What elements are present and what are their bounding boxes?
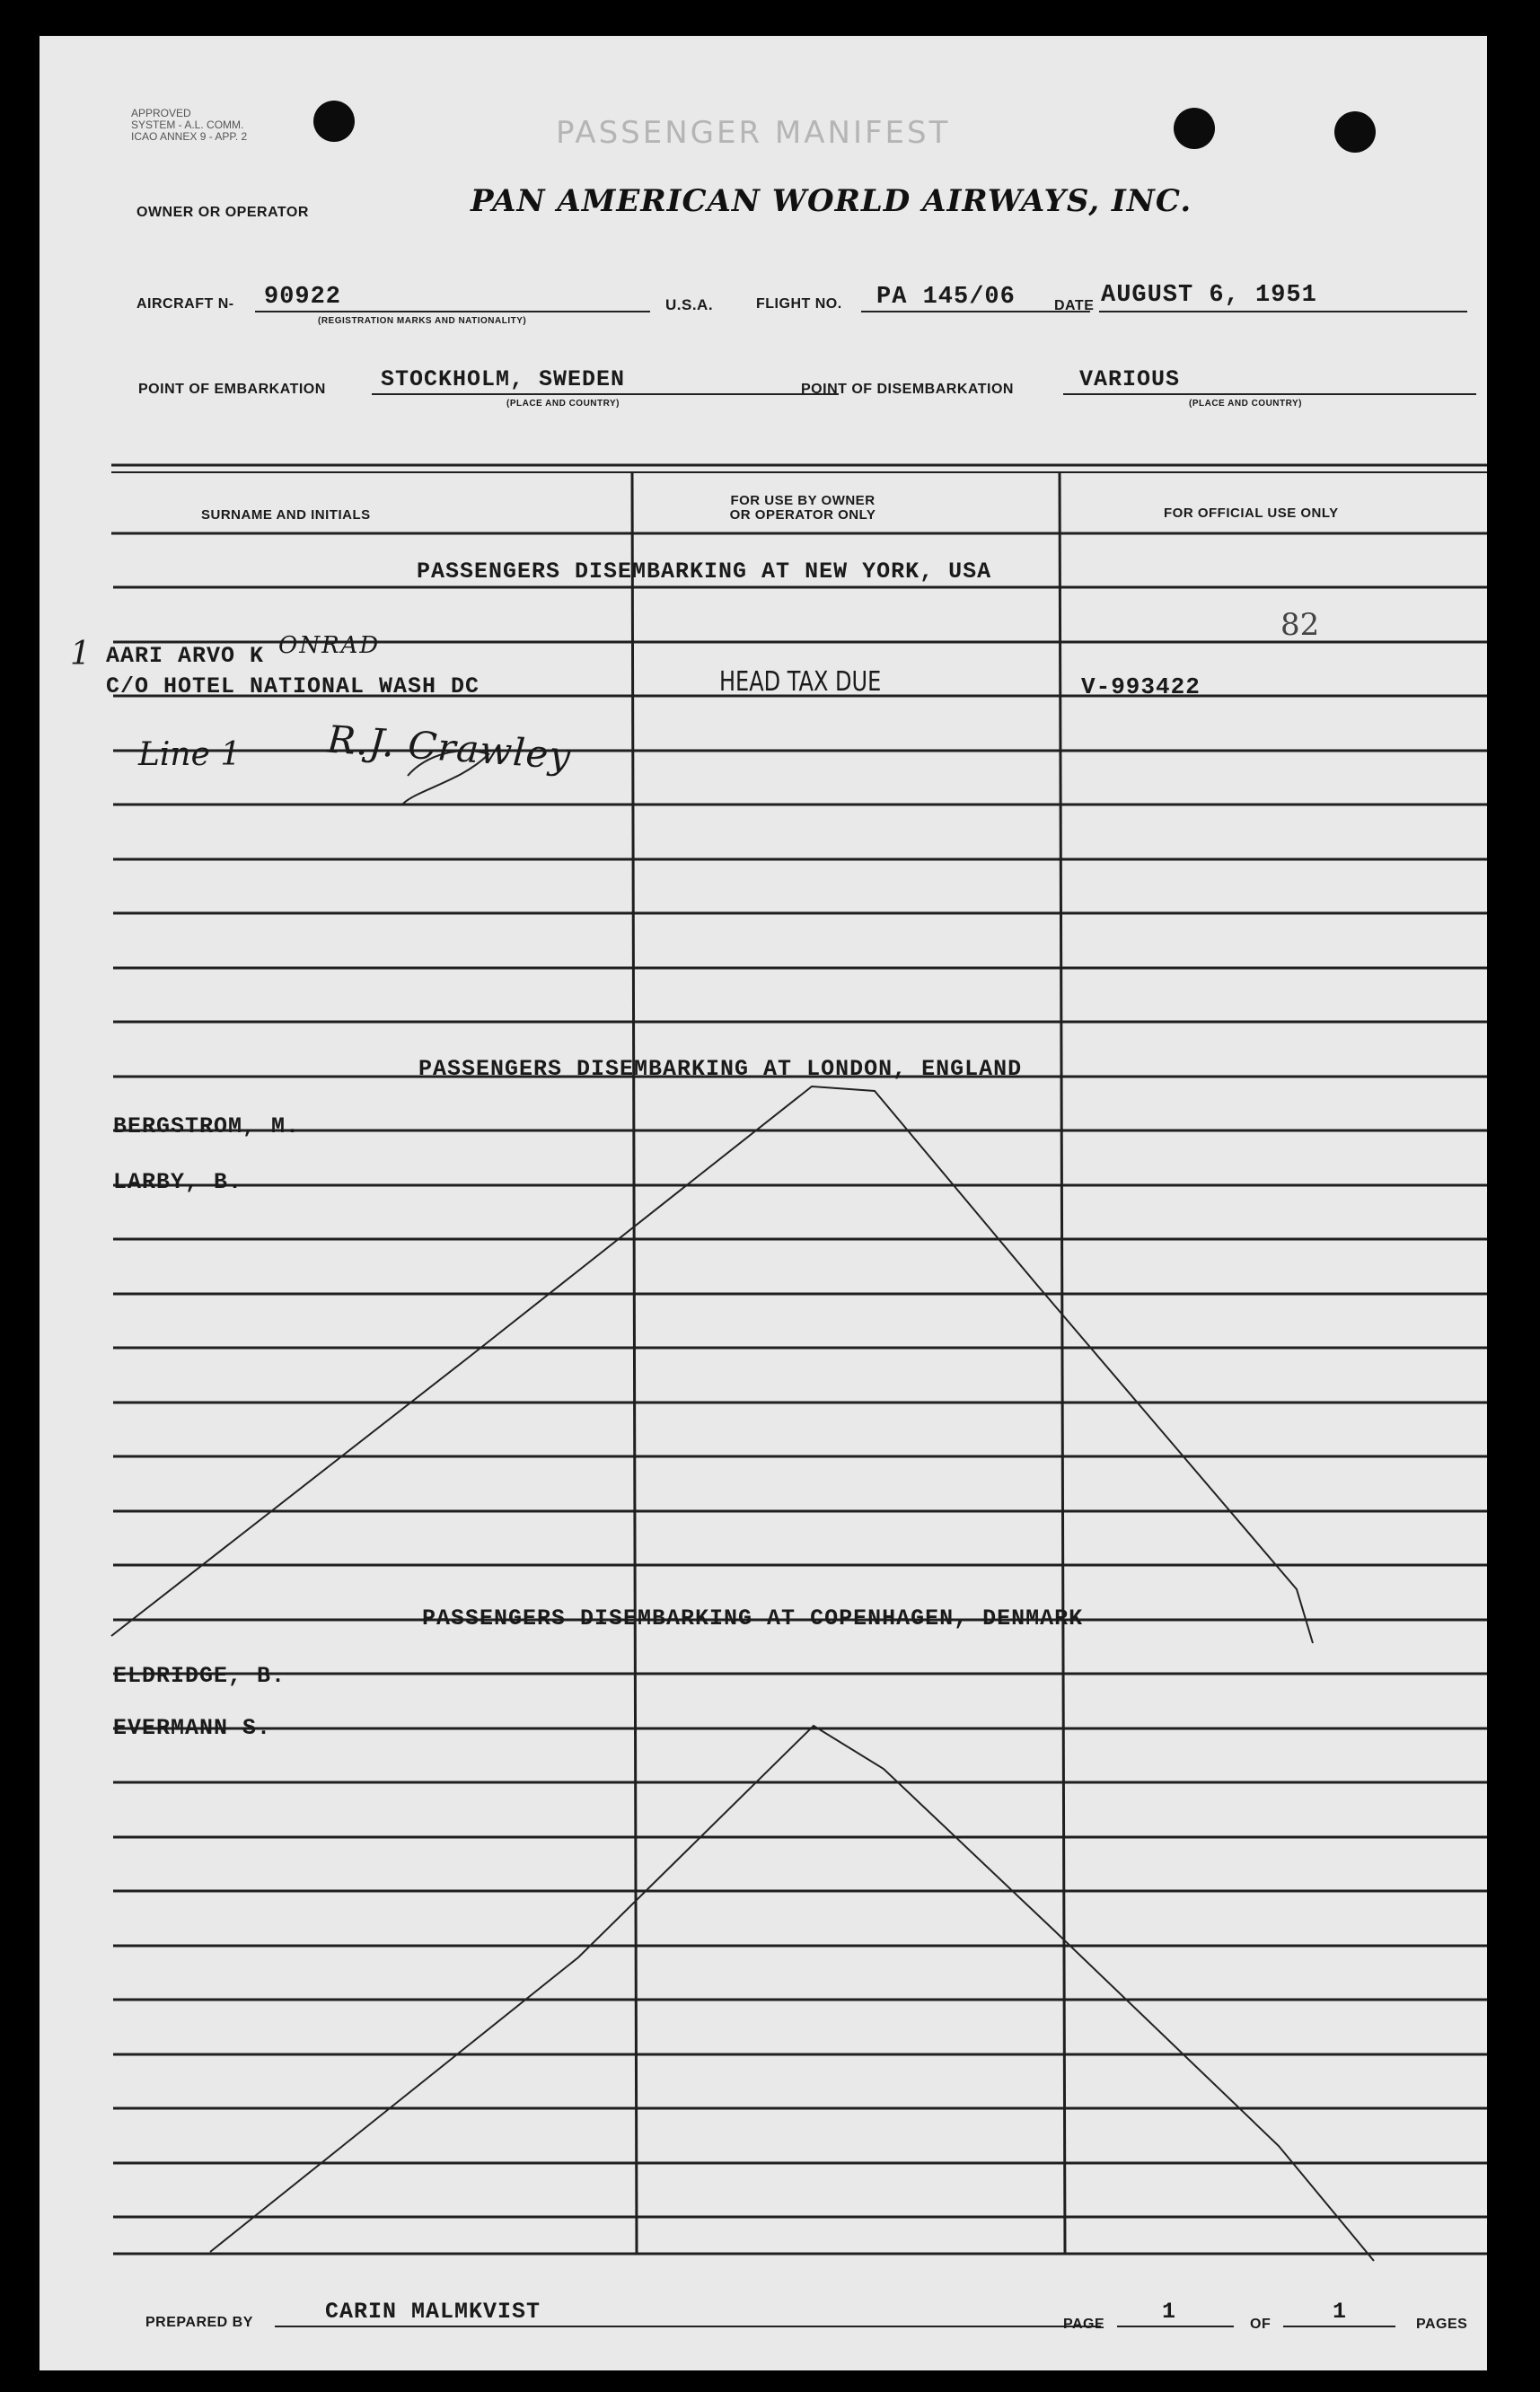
pages-label: PAGES xyxy=(1416,2317,1468,2332)
of-label: OF xyxy=(1250,2317,1272,2332)
section-heading-copenhagen: PASSENGERS DISEMBARKING AT COPENHAGEN, DENMARK xyxy=(422,1605,1084,1631)
column-header-operator: FOR USE BY OWNER OR OPERATOR ONLY xyxy=(729,493,876,523)
cancellation-mark xyxy=(111,1086,1313,1643)
handwritten-note: Line 1 xyxy=(138,736,242,773)
usa-label: U.S.A. xyxy=(665,296,714,313)
approval-line: APPROVED xyxy=(131,107,191,119)
column-header-surname: SURNAME AND INITIALS xyxy=(201,507,371,523)
stamp-number: 82 xyxy=(1280,607,1320,643)
passenger-address: C/O HOTEL NATIONAL WASH DC xyxy=(106,673,480,699)
cancellation-mark xyxy=(210,1726,1374,2261)
disembark-value: VARIOUS xyxy=(1079,366,1181,392)
approval-line: ICAO ANNEX 9 - APP. 2 xyxy=(131,130,248,143)
disembark-sub-label: (PLACE AND COUNTRY) xyxy=(1189,399,1302,409)
handwritten-name-completion: ONRAD xyxy=(278,632,381,659)
manifest-sheet xyxy=(40,36,1487,2370)
official-note: V-993422 xyxy=(1081,673,1201,700)
prepared-value: CARIN MALMKVIST xyxy=(325,2299,541,2325)
column-divider xyxy=(1060,472,1065,2254)
flight-value: PA 145/06 xyxy=(876,284,1016,311)
aircraft-value: 90922 xyxy=(264,284,342,311)
operator-note: HEAD TAX DUE xyxy=(719,666,882,698)
aircraft-sub-label: (REGISTRATION MARKS AND NATIONALITY) xyxy=(318,316,527,326)
of-value: 1 xyxy=(1333,2299,1348,2325)
section-heading-london: PASSENGERS DISEMBARKING AT LONDON, ENGLAND xyxy=(418,1056,1023,1082)
prepared-underline xyxy=(275,2326,1101,2327)
aircraft-label: AIRCRAFT N- xyxy=(136,296,234,312)
approval-line: SYSTEM - A.L. COMM. xyxy=(131,119,244,131)
line-mark: 1 xyxy=(70,636,91,673)
date-label: DATE xyxy=(1054,298,1095,313)
passenger-name: AARI ARVO K xyxy=(106,643,265,669)
company-name: PAN AMERICAN WORLD AIRWAYS, INC. xyxy=(471,183,1192,219)
date-value: AUGUST 6, 1951 xyxy=(1101,282,1317,309)
of-underline xyxy=(1283,2326,1395,2327)
embark-value: STOCKHOLM, SWEDEN xyxy=(381,366,626,392)
embark-sub-label: (PLACE AND COUNTRY) xyxy=(506,399,620,409)
section-heading-new-york: PASSENGERS DISEMBARKING AT NEW YORK, USA xyxy=(417,558,992,585)
form-title: PASSENGER MANIFEST xyxy=(556,115,951,151)
column-divider xyxy=(632,472,637,2254)
page-underline xyxy=(1117,2326,1234,2327)
passenger-name: ELDRIDGE, B. xyxy=(113,1663,286,1689)
embark-label: POINT OF EMBARKATION xyxy=(138,382,326,397)
prepared-label: PREPARED BY xyxy=(145,2315,253,2330)
ruled-lines xyxy=(40,36,1487,2370)
passenger-name: EVERMANN S. xyxy=(113,1715,272,1741)
page-label: PAGE xyxy=(1063,2317,1105,2332)
passenger-name: BERGSTROM, M. xyxy=(113,1113,301,1139)
flight-label: FLIGHT NO. xyxy=(756,296,842,312)
disembark-label: POINT OF DISEMBARKATION xyxy=(801,382,1014,397)
owner-label: OWNER OR OPERATOR xyxy=(136,205,309,220)
passenger-name: LARBY, B. xyxy=(113,1169,243,1195)
signature: R.J. Crawley xyxy=(325,717,573,778)
page-value: 1 xyxy=(1162,2299,1177,2325)
column-header-official: FOR OFFICIAL USE ONLY xyxy=(1164,506,1339,521)
